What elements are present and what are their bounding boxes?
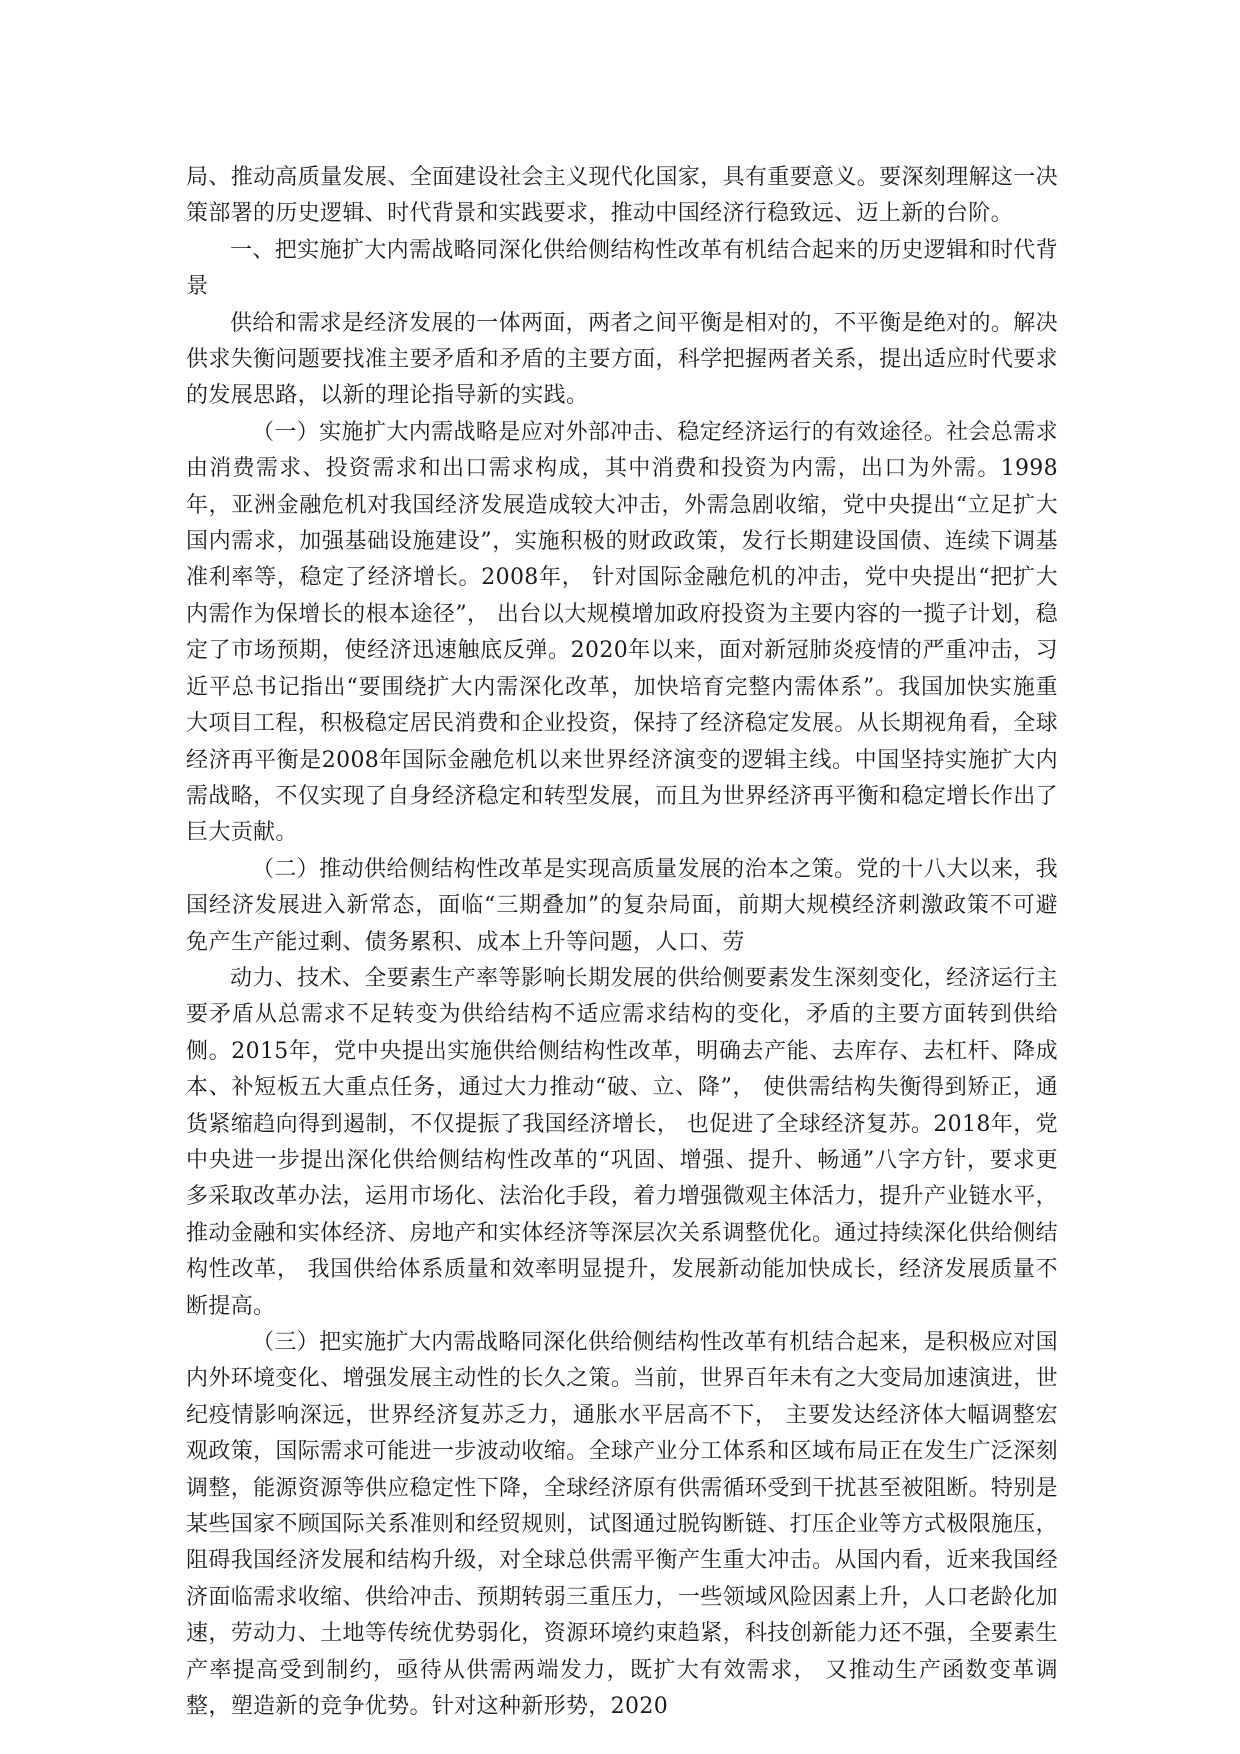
body-paragraph-continued: 动力、技术、全要素生产率等影响长期发展的供给侧要素发生深刻变化，经济运行主要矛盾从总需求不足转变为供给结构不适应需求结构的变化，矛盾的主要方面转到供给侧。2015年，党中央提出实施供给侧结构性改革，明确去产能、去库存、去杠杆、降成本、补短板五大重点任务，通过大力推动“破、立、降”， 使供需结构失衡得到矫正，通货紧缩趋向得到遏制，不仅提振了我国经济增长， 也促进了全球经济复苏。2018年，党中央进一步提出深化供给侧结构性改革的“巩固、增强、提升、畅通”八字方针，要求更多采取改革办法，运用市场化、法治化手段，着力增强微观主体活力，提升产业链水平，推动金融和实体经济、房地产和实体经济等深层次关系调整优化。通过持续深化供给侧结构性改革， 我国供给体系质量和效率明显提升，发展新动能加快成长，经济发展质量不断提高。 [186,965,1058,1319]
subsection-paragraph-1: （一）实施扩大内需战略是应对外部冲击、稳定经济运行的有效途径。社会总需求由消费需求、投资需求和出口需求构成，其中消费和投资为内需，出口为外需。1998年，亚洲金融危机对我国经济发展造成较大冲击，外需急剧收缩，党中央提出“立足扩大国内需求，加强基础设施建设”，实施积极的财政政策，发行长期建设国债、连续下调基准利率等，稳定了经济增长。2008年， 针对国际金融危机的冲击，党中央提出“把扩大内需作为保增长的根本途径”， 出台以大规模增加政府投资为主要内容的一揽子计划，稳定了市场预期，使经济迅速触底反弹。2020年以来，面对新冠肺炎疫情的严重冲击，习近平总书记指出“要围绕扩大内需深化改革，加快培育完整内需体系”。我国加快实施重大项目工程，积极稳定居民消费和企业投资，保持了经济稳定发展。从长期视角看，全球经济再平衡是2008年国际金融危机以来世界经济演变的逻辑主线。中国坚持实施扩大内需战略，不仅实现了自身经济稳定和转型发展，而且为世界经济再平衡和稳定增长作出了巨大贡献。 [186,419,1058,846]
body-paragraph-continuation: 局、推动高质量发展、全面建设社会主义现代化国家，具有重要意义。要深刻理解这一决策部署的历史逻辑、时代背景和实践要求，推动中国经济行稳致远、迈上新的台阶。 [186,165,1058,227]
body-paragraph: 供给和需求是经济发展的一体两面，两者之间平衡是相对的，不平衡是绝对的。解决供求失衡问题要找准主要矛盾和矛盾的主要方面，科学把握两者关系，提出适应时代要求的发展思路，以新的理论指导新的实践。 [186,310,1058,409]
subsection-paragraph-3: （三）把实施扩大内需战略同深化供给侧结构性改革有机结合起来，是积极应对国内外环境变化、增强发展主动性的长久之策。当前，世界百年未有之大变局加速演进，世纪疫情影响深远，世界经济复苏乏力，通胀水平居高不下， 主要发达经济体大幅调整宏观政策，国际需求可能进一步波动收缩。全球产业分工体系和区域布局正在发生广泛深刻调整，能源资源等供应稳定性下降，全球经济原有供需循环受到干扰甚至被阻断。特别是某些国家不顾国际关系准则和经贸规则，试图通过脱钩断链、打压企业等方式极限施压，阻碍我国经济发展和结构升级，对全球总供需平衡产生重大冲击。从国内看，近来我国经济面临需求收缩、供给冲击、预期转弱三重压力，一些领域风险因素上升，人口老龄化加速，劳动力、土地等传统优势弱化，资源环境约束趋紧，科技创新能力还不强，全要素生产率提高受到制约，亟待从供需两端发力，既扩大有效需求， 又推动生产函数变革调整，塑造新的竞争优势。针对这种新形势，2020 [186,1330,1058,1720]
subsection-paragraph-2: （二）推动供给侧结构性改革是实现高质量发展的治本之策。党的十八大以来，我国经济发展进入新常态，面临“三期叠加”的复杂局面，前期大规模经济刺激政策不可避免产生产能过剩、债务累积、成本上升等问题，人口、劳 [186,856,1058,955]
section-heading-1: 一、把实施扩大内需战略同深化供给侧结构性改革有机结合起来的历史逻辑和时代背景 [186,237,1058,300]
document-body [186,160,1058,1725]
